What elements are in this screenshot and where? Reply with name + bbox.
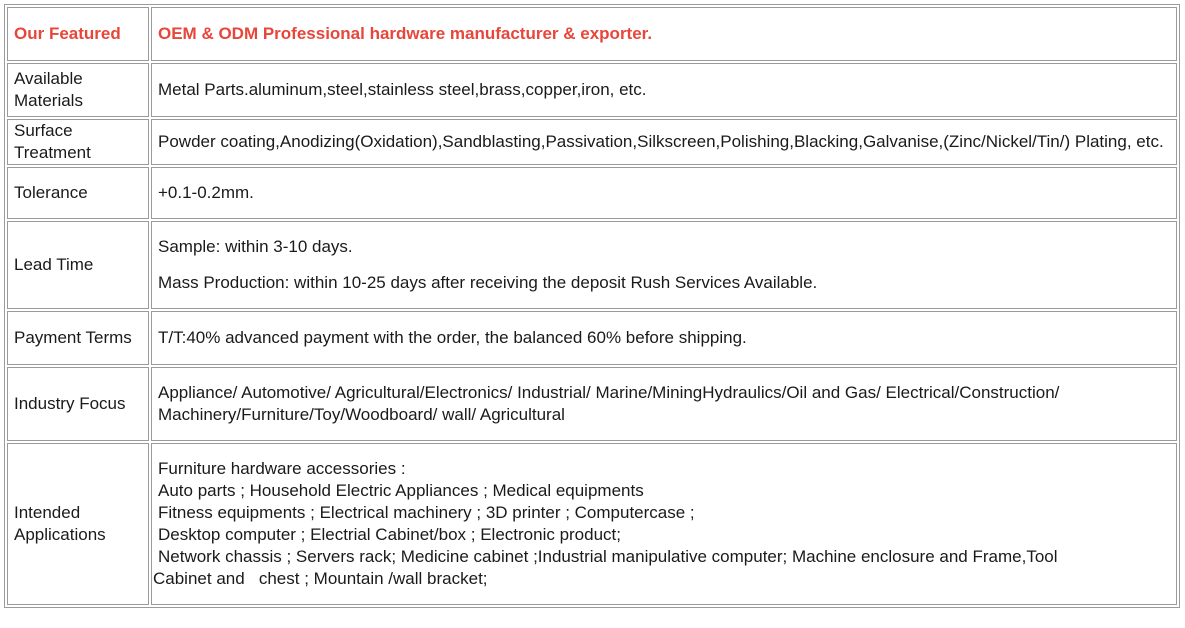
applications-line: Fitness equipments ; Electrical machinery ; 3D printer ; Computercase ; — [158, 503, 695, 522]
table-row-payment — [7, 311, 1177, 365]
industry-label: Industry Focus — [7, 367, 149, 441]
payment-label: Payment Terms — [7, 311, 149, 365]
applications-line: Desktop computer ; Electrial Cabinet/box ; Electronic product; — [158, 525, 621, 544]
header-value: OEM & ODM Professional hardware manufacturer & exporter. — [151, 7, 1177, 61]
header-label: Our Featured — [7, 7, 149, 61]
table-row-header — [7, 7, 1177, 61]
materials-label: Available Materials — [7, 63, 149, 117]
applications-label: Intended Applications — [7, 443, 149, 605]
table-row-applications — [7, 443, 1177, 605]
table-row-lead-time — [7, 221, 1177, 309]
applications-line: Auto parts ; Household Electric Appliances ; Medical equipments — [158, 481, 644, 500]
lead-time-value — [151, 221, 1177, 309]
table-row-tolerance — [7, 167, 1177, 219]
lead-time-mass: Mass Production: within 10-25 days after receiving the deposit Rush Services Available. — [158, 273, 818, 292]
table-row-materials — [7, 63, 1177, 117]
surface-label: Surface Treatment — [7, 119, 149, 165]
materials-value: Metal Parts.aluminum,steel,stainless steel,brass,copper,iron, etc. — [151, 63, 1177, 117]
payment-value: T/T:40% advanced payment with the order, the balanced 60% before shipping. — [151, 311, 1177, 365]
applications-line: Furniture hardware accessories : — [158, 459, 406, 478]
industry-value: Appliance/ Automotive/ Agricultural/Electronics/ Industrial/ Marine/MiningHydraulics/Oil and Gas/ Electrical/Construction/ Machinery/Furniture/Toy/Woodboard/ wall/ Agricultural — [151, 367, 1177, 441]
table-row-industry — [7, 367, 1177, 441]
applications-line: Cabinet and chest ; Mountain /wall bracket; — [153, 569, 488, 588]
tolerance-value: +0.1-0.2mm. — [151, 167, 1177, 219]
spec-table — [4, 4, 1180, 608]
applications-line: Network chassis ; Servers rack; Medicine cabinet ;Industrial manipulative computer; Machine enclosure and Frame,Tool — [158, 547, 1058, 566]
lead-time-sample: Sample: within 3-10 days. — [158, 237, 353, 256]
applications-value — [151, 443, 1177, 605]
table-row-surface — [7, 119, 1177, 165]
tolerance-label: Tolerance — [7, 167, 149, 219]
lead-time-label: Lead Time — [7, 221, 149, 309]
surface-value: Powder coating,Anodizing(Oxidation),Sandblasting,Passivation,Silkscreen,Polishing,Blacking,Galvanise,(Zinc/Nickel/Tin/) Plating, etc. — [151, 119, 1177, 165]
